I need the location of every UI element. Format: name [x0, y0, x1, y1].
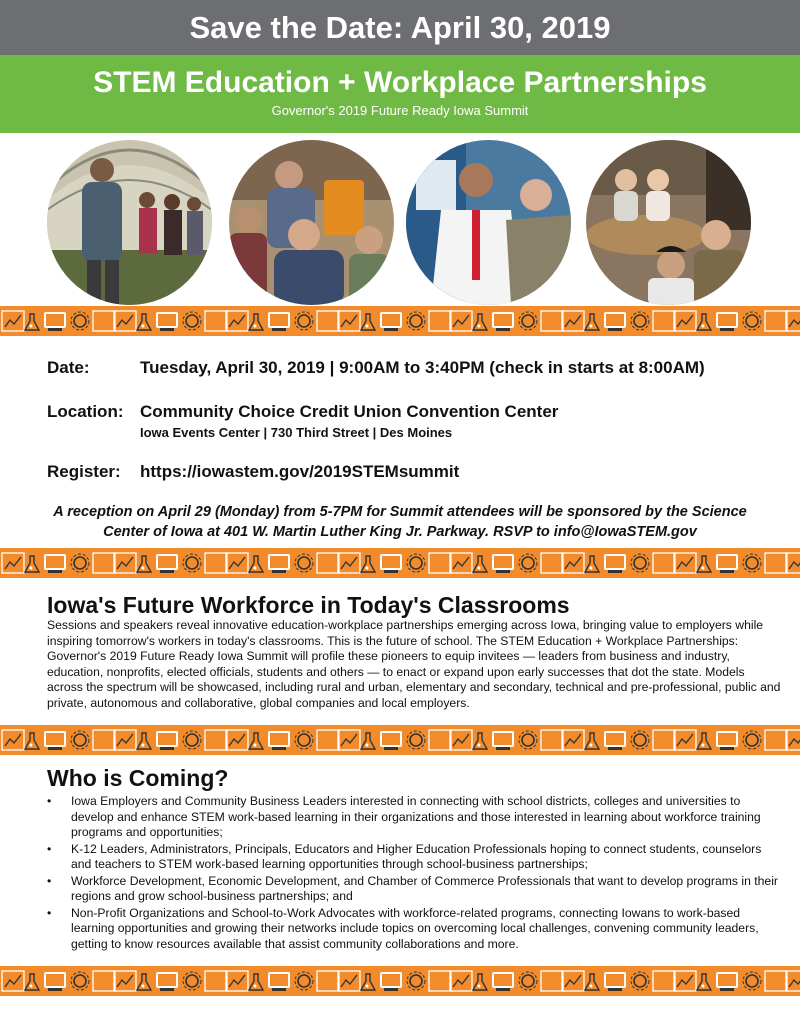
list-item: • Workforce Development, Economic Development, and Chamber of Commerce Professionals that want to develop programs in their regions and grow school-business partnerships; and — [47, 874, 782, 905]
save-the-date-banner — [0, 0, 800, 55]
section-heading-who-is-coming: Who is Coming? — [47, 765, 229, 791]
photo-greenhouse-tour — [47, 140, 212, 305]
save-the-date-text: Save the Date: April 30, 2019 — [189, 10, 611, 45]
photo-meeting — [586, 140, 751, 305]
icon-strip — [0, 306, 800, 336]
register-link[interactable]: https://iowastem.gov/2019STEMsummit — [140, 462, 460, 481]
photo-students-lab — [229, 140, 394, 305]
list-item: • Iowa Employers and Community Business Leaders interested in connecting with school districts, colleges and universities to develop and enhance STEM work-based learning in their organizations and those interested in learning about workforce training programs and opportunities; — [47, 794, 782, 841]
location-label: Location: — [47, 402, 124, 421]
icon-strip — [0, 966, 800, 996]
date-label: Date: — [47, 358, 90, 377]
icon-strip — [0, 548, 800, 578]
title-banner — [0, 55, 800, 133]
attendee-list — [47, 794, 782, 953]
reception-note: A reception on April 29 (Monday) from 5-7PM for Summit attendees will be sponsored by the Science Center of Iowa at 401 W. Martin Luther King Jr. Parkway. RSVP to info@IowaSTEM.gov — [53, 504, 747, 540]
photo-presenter — [406, 140, 571, 305]
register-label: Register: — [47, 462, 121, 481]
event-title: STEM Education + Workplace Partnerships — [93, 66, 707, 99]
location-value: Community Choice Credit Union Convention Center — [140, 402, 559, 421]
icon-strip — [0, 725, 800, 755]
date-value: Tuesday, April 30, 2019 | 9:00AM to 3:40PM (check in starts at 8:00AM) — [140, 358, 705, 377]
location-address: Iowa Events Center | 730 Third Street | Des Moines — [140, 425, 453, 440]
list-item: • Non-Profit Organizations and School-to-Work Advocates with workforce-related programs, connecting Iowans to work-based learning opportunities and growing their networks include topics on overcoming local challenges, convening community leaders, getting to know resources available that assist community collaborations and more. — [47, 906, 782, 953]
section-heading-workforce: Iowa's Future Workforce in Today's Classrooms — [47, 592, 570, 618]
section-body-workforce: Sessions and speakers reveal innovative education-workplace partnerships emerging across Iowa, bringing value to employers while inspiring tomorrow's workers in today's classrooms. This is the future of school. The STEM Education + Workplace Partnerships: Governor's 2019 Future Ready Iowa Summit will profile these pioneers to equip invitees — leaders from business and industry, education, nonprofits, elected officials, students and others — to enact or expand upon early successes that dot the state. Models across the spectrum will be showcased, including rural and urban, elementary and secondary, technical and pre-professional, public and private, autonomous and collaborative, global companies and local employers. — [47, 618, 781, 710]
event-subtitle: Governor's 2019 Future Ready Iowa Summit — [271, 103, 529, 118]
list-item: • K-12 Leaders, Administrators, Principals, Educators and Higher Education Professionals hoping to connect students, counselors and teachers to STEM work-based learning opportunities through school-business partnerships; — [47, 842, 782, 873]
